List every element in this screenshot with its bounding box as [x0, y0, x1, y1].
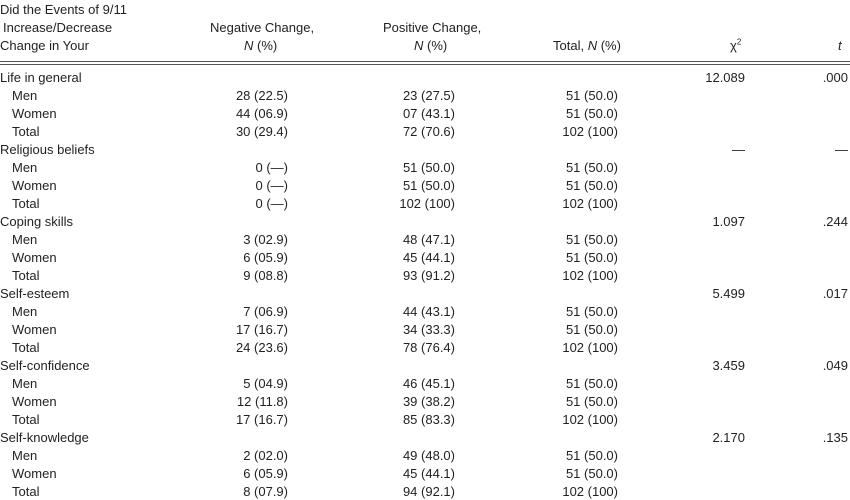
row-label: Women — [12, 250, 57, 265]
chi-square-value: 2.170 — [712, 430, 745, 445]
negative-change-cell: 3 (02.9) — [243, 232, 288, 247]
total-cell: 51 (50.0) — [565, 232, 618, 247]
group-label: Self-knowledge — [0, 430, 89, 445]
negative-header-line-1: Negative Change, — [210, 20, 315, 35]
negative-change-cell: 0 (—) — [255, 196, 288, 211]
negative-change-cell: 8 (07.9) — [243, 484, 288, 499]
chi-square-header: $\chi^2$ — [730, 37, 742, 53]
row-label: Total — [12, 340, 40, 355]
row-label: Women — [12, 178, 57, 193]
negative-change-cell: 12 (11.8) — [236, 394, 288, 409]
group-label: Self-esteem — [0, 286, 70, 301]
negative-change-cell: 7 (06.9) — [243, 304, 288, 319]
row-label: Men — [12, 88, 38, 103]
total-cell: 102 (100) — [562, 268, 618, 283]
t-value: — — [835, 142, 848, 157]
group-label: Coping skills — [0, 214, 73, 229]
positive-change-cell: 44 (43.1) — [402, 304, 455, 319]
t-value: .049 — [822, 358, 848, 373]
positive-change-cell: 94 (92.1) — [402, 484, 455, 499]
stub-header-line-1: Did the Events of 9/11 — [0, 2, 127, 17]
row-label: Men — [12, 160, 38, 175]
positive-change-cell: 46 (45.1) — [402, 376, 455, 391]
negative-change-cell: 6 (05.9) — [243, 466, 288, 481]
positive-change-cell: 45 (44.1) — [402, 466, 455, 481]
row-label: Men — [12, 304, 38, 319]
positive-change-cell: 51 (50.0) — [402, 160, 455, 175]
total-cell: 102 (100) — [562, 196, 618, 211]
negative-change-cell: 5 (04.9) — [243, 376, 288, 391]
positive-change-cell: 102 (100) — [399, 196, 455, 211]
negative-change-cell: 0 (—) — [255, 178, 288, 193]
total-header: Total, N (%) — [553, 38, 621, 53]
positive-change-cell: 49 (48.0) — [402, 448, 455, 463]
t-value: .135 — [822, 430, 848, 445]
group-label: Life in general — [0, 70, 82, 85]
positive-change-cell: 34 (33.3) — [402, 322, 455, 337]
total-cell: 51 (50.0) — [565, 88, 618, 103]
header-rule-bottom — [0, 64, 850, 65]
total-cell: 51 (50.0) — [565, 106, 618, 121]
positive-change-cell: 07 (43.1) — [402, 106, 455, 121]
total-cell: 51 (50.0) — [565, 304, 618, 319]
positive-change-cell: 48 (47.1) — [402, 232, 455, 247]
t-header: t — [838, 38, 842, 53]
stub-header-line-2: Increase/Decrease — [3, 20, 113, 35]
total-cell: 102 (100) — [562, 124, 618, 139]
total-cell: 51 (50.0) — [565, 466, 618, 481]
group-label: Self-confidence — [0, 358, 90, 373]
total-cell: 51 (50.0) — [565, 250, 618, 265]
chi-square-value: — — [732, 142, 745, 157]
positive-change-cell: 51 (50.0) — [402, 178, 455, 193]
negative-change-cell: 17 (16.7) — [235, 412, 288, 427]
row-label: Women — [12, 106, 57, 121]
chi-square-value: 3.459 — [712, 358, 745, 373]
row-label: Women — [12, 466, 57, 481]
total-cell: 51 (50.0) — [565, 160, 618, 175]
header-rule-top — [0, 61, 850, 62]
positive-change-cell: 39 (38.2) — [402, 394, 455, 409]
negative-change-cell: 0 (—) — [255, 160, 288, 175]
stub-header-line-3: Change in Your — [0, 38, 89, 53]
negative-change-cell: 44 (06.9) — [235, 106, 288, 121]
negative-change-cell: 17 (16.7) — [235, 322, 288, 337]
negative-change-cell: 28 (22.5) — [235, 88, 288, 103]
t-value: .000 — [822, 70, 848, 85]
total-cell: 102 (100) — [562, 340, 618, 355]
total-cell: 102 (100) — [562, 484, 618, 499]
negative-change-cell: 24 (23.6) — [235, 340, 288, 355]
total-cell: 51 (50.0) — [565, 448, 618, 463]
positive-change-cell: 85 (83.3) — [402, 412, 455, 427]
row-label: Women — [12, 394, 57, 409]
group-label: Religious beliefs — [0, 142, 95, 157]
t-value: .017 — [822, 286, 848, 301]
positive-change-cell: 72 (70.6) — [402, 124, 455, 139]
row-label: Total — [12, 196, 40, 211]
row-label: Total — [12, 124, 40, 139]
negative-change-cell: 30 (29.4) — [235, 124, 288, 139]
total-cell: 51 (50.0) — [565, 376, 618, 391]
row-label: Total — [12, 412, 40, 427]
positive-header-line-1: Positive Change, — [383, 20, 482, 35]
total-cell: 102 (100) — [562, 412, 618, 427]
positive-change-cell: 78 (76.4) — [402, 340, 455, 355]
row-label: Men — [12, 448, 38, 463]
row-label: Women — [12, 322, 57, 337]
total-cell: 51 (50.0) — [565, 178, 618, 193]
row-label: Total — [12, 268, 40, 283]
negative-change-cell: 9 (08.8) — [243, 268, 288, 283]
negative-change-cell: 2 (02.0) — [243, 448, 288, 463]
row-label: Total — [12, 484, 40, 499]
positive-change-cell: 93 (91.2) — [402, 268, 455, 283]
total-cell: 51 (50.0) — [565, 322, 618, 337]
negative-header-line-2: N (%) — [244, 38, 278, 53]
negative-change-cell: 6 (05.9) — [243, 250, 288, 265]
chi-square-value: 12.089 — [705, 70, 745, 85]
chi-square-value: 1.097 — [712, 214, 745, 229]
positive-change-cell: 45 (44.1) — [402, 250, 455, 265]
chi-square-value: 5.499 — [712, 286, 745, 301]
total-cell: 51 (50.0) — [565, 394, 618, 409]
positive-change-cell: 23 (27.5) — [402, 88, 455, 103]
t-value: .244 — [822, 214, 848, 229]
positive-header-line-2: N (%) — [414, 38, 448, 53]
row-label: Men — [12, 376, 38, 391]
row-label: Men — [12, 232, 38, 247]
